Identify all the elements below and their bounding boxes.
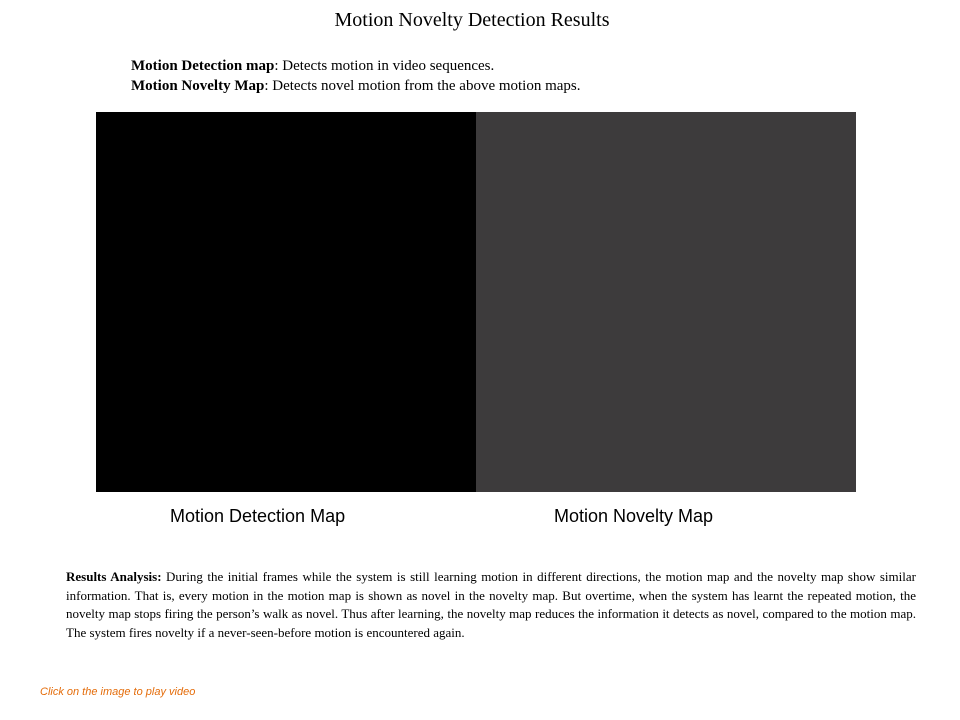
- video-player[interactable]: [96, 112, 856, 492]
- definition-text: : Detects motion in video sequences.: [274, 58, 495, 74]
- results-analysis-text: During the initial frames while the system is still learning motion in different directions, the motion map and the novelty map show similar information. That is, every motion in the motion map is shown as novel in the novelty map. But overtime, when the system has learnt the repeated motion, the novelty map stops firing the person’s walk as novel. Thus after learning, the novelty map reduces the information it detects as novel, compared to the motion map. The system fires novelty if a never-seen-before motion is encountered again.: [66, 569, 916, 640]
- play-video-hint[interactable]: Click on the image to play video: [40, 686, 196, 698]
- definition-term: Motion Novelty Map: [131, 78, 265, 94]
- motion-novelty-map-caption: Motion Novelty Map: [554, 506, 714, 526]
- definition-motion-novelty: [131, 76, 581, 96]
- definition-text: : Detects novel motion from the above motion maps.: [264, 78, 581, 94]
- results-analysis-label: Results Analysis:: [66, 569, 162, 584]
- motion-detection-map-caption: Motion Detection Map: [170, 506, 346, 526]
- page-title: Motion Novelty Detection Results: [334, 9, 610, 31]
- motion-detection-map-video[interactable]: [96, 112, 476, 492]
- results-analysis: [66, 568, 916, 642]
- definition-term: Motion Detection map: [131, 58, 275, 74]
- definitions: [131, 56, 581, 96]
- motion-novelty-map-video[interactable]: [476, 112, 856, 492]
- definition-motion-detection: [131, 56, 581, 76]
